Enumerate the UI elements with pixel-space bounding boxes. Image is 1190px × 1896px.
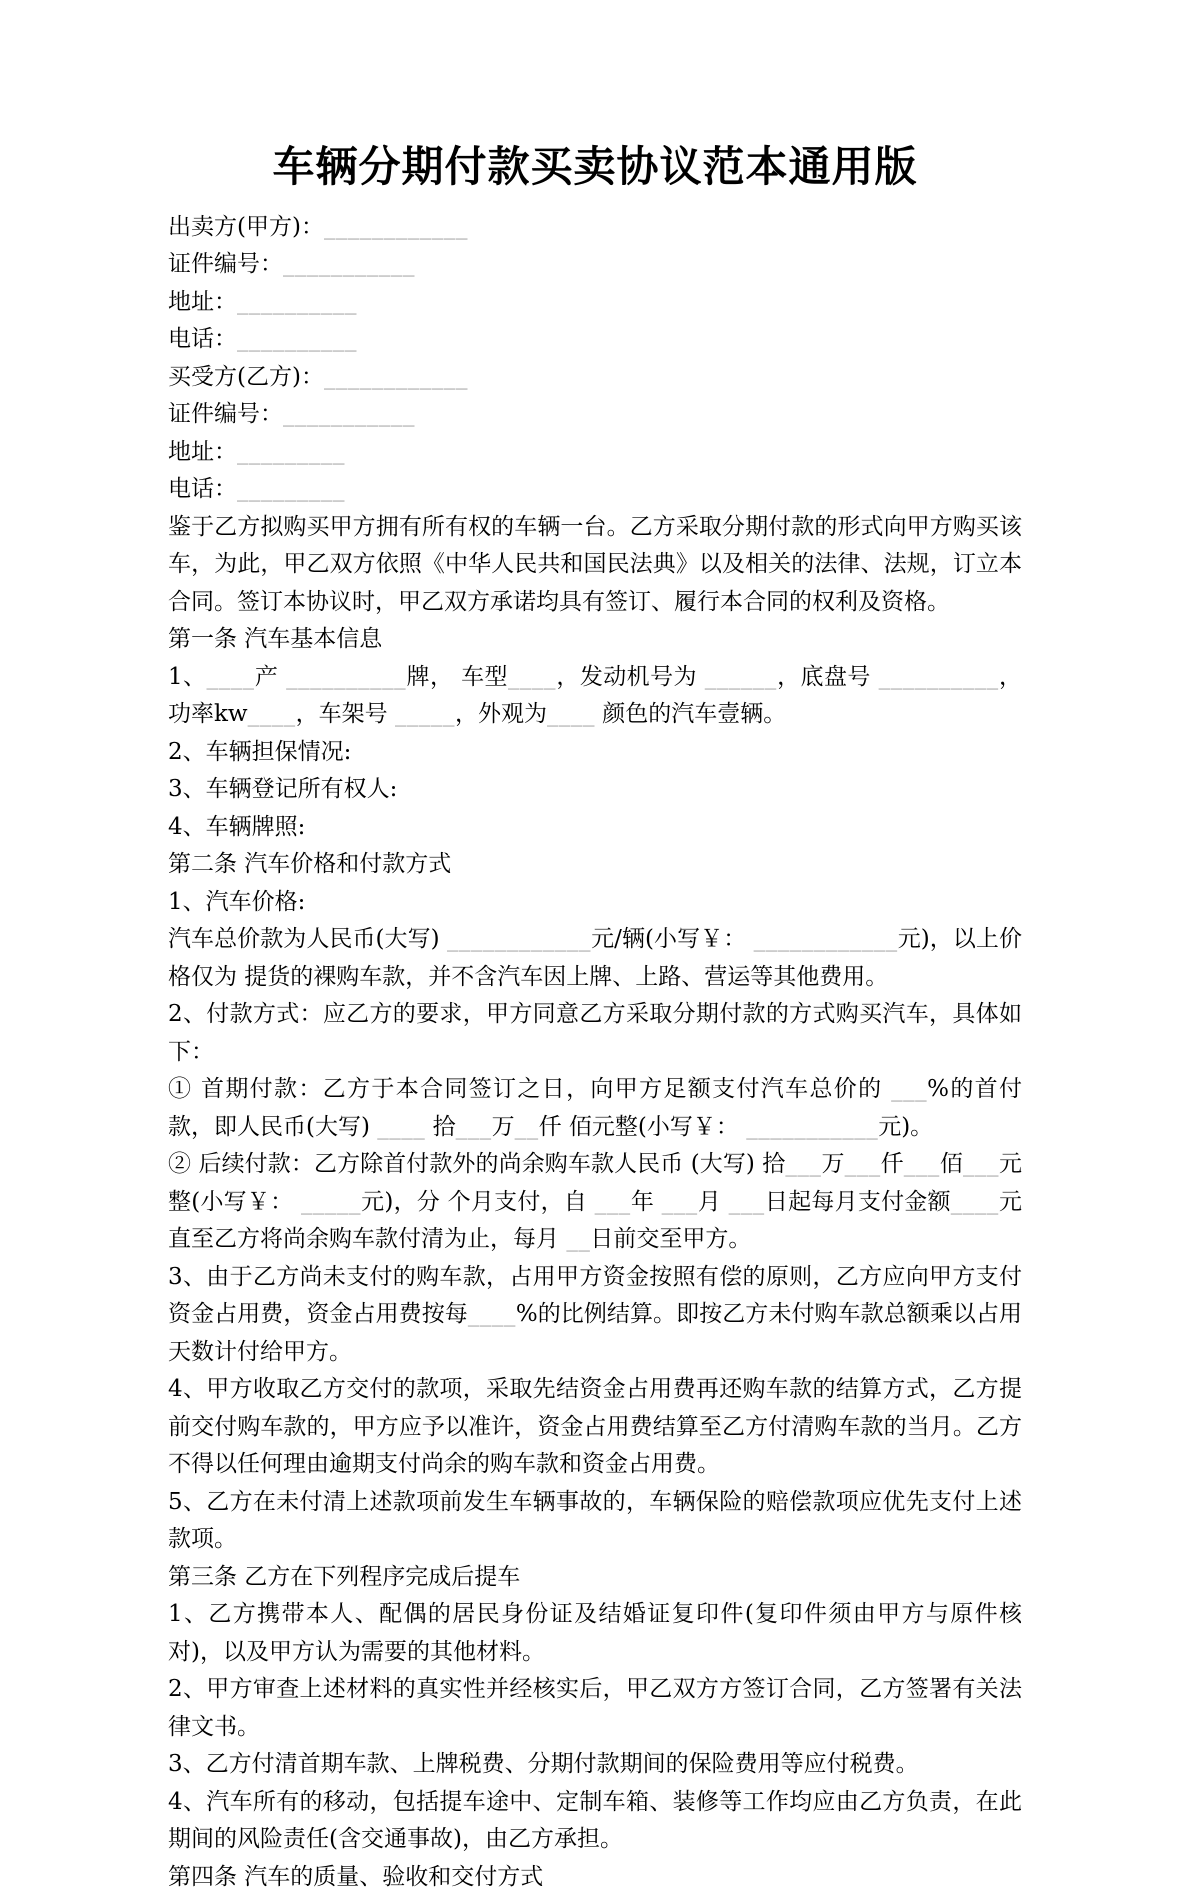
blank-underline: _____	[394, 701, 455, 728]
blank-underline: ____________	[447, 926, 592, 953]
paragraph: ① 首期付款：乙方于本合同签订之日，向甲方足额支付汽车总价的 ___%的首付款，即人民币(大写) ____ 拾___万__仟 佰元整(小写￥： ___________元)。	[168, 1076, 1022, 1140]
paragraph: 2、付款方式：应乙方的要求，甲方同意乙方采取分期付款的方式购买汽车，具体如下：	[168, 1001, 1022, 1065]
paragraph: 第一条 汽车基本信息	[168, 626, 383, 653]
blank-underline: ____	[247, 701, 296, 728]
blank-underline: ____	[507, 663, 556, 690]
paragraph: 2、甲方审查上述材料的真实性并经核实后，甲乙双方方签订合同，乙方签署有关法律文书。	[168, 1676, 1022, 1740]
blank-underline: _________	[237, 476, 345, 503]
paragraph: 地址：_________	[168, 438, 345, 465]
paragraph: 5、乙方在未付清上述款项前发生车辆事故的，车辆保险的赔偿款项应优先支付上述款项。	[168, 1488, 1022, 1553]
paragraph: ② 后续付款：乙方除首付款外的尚余购车款人民币 (大写) 拾___万___仟___佰___元整(小写￥： _____元)，分 个月支付，自 ___年 ___月 ___日起每月支付金额____元直至乙方将尚余购车款付清为止，每月 __日前交至甲方。	[168, 1151, 1023, 1253]
blank-underline: __	[566, 1226, 591, 1253]
paragraph: 1、____产 __________牌， 车型____，发动机号为 ______，底盘号 __________，功率kw____，车架号 _____，外观为____ 颜色的汽车壹辆。	[168, 663, 1023, 728]
blank-underline: __________	[878, 663, 999, 690]
blank-underline: ______	[704, 663, 777, 690]
blank-underline: ___	[903, 1151, 940, 1178]
blank-underline: ___	[962, 1151, 999, 1178]
paragraph: 鉴于乙方拟购买甲方拥有所有权的车辆一台。乙方采取分期付款的形式向甲方购买该车，为此，甲乙双方依照《中华人民共和国民法典》以及相关的法律、法规，订立本合同。签订本协议时，甲乙双方承诺均具有签订、履行本合同的权利及资格。	[168, 513, 1022, 615]
blank-underline: ___________	[283, 401, 415, 428]
paragraph: 证件编号：___________	[168, 251, 415, 278]
blank-underline: ___	[455, 1113, 492, 1140]
paragraph: 1、汽车价格:	[168, 888, 306, 915]
blank-underline: ____	[546, 701, 595, 728]
blank-underline: ____	[467, 1301, 516, 1328]
blank-underline: ___	[728, 1188, 765, 1215]
blank-underline: ____	[377, 1113, 426, 1140]
blank-underline: __________	[237, 288, 357, 315]
paragraph: 3、车辆登记所有权人:	[168, 776, 398, 803]
blank-underline: ____________	[753, 926, 898, 953]
blank-underline: ___	[891, 1076, 928, 1103]
blank-underline: ____________	[323, 363, 468, 390]
blank-underline: ____	[950, 1188, 999, 1215]
paragraph: 地址：__________	[168, 288, 357, 315]
blank-underline: ___________	[746, 1113, 879, 1140]
paragraph: 2、车辆担保情况:	[168, 738, 352, 765]
blank-underline: ___________	[283, 251, 415, 278]
document-body	[168, 209, 1022, 1896]
blank-underline: ____________	[323, 213, 468, 240]
paragraph: 4、车辆牌照:	[168, 813, 306, 840]
blank-underline: _________	[237, 438, 345, 465]
paragraph: 3、由于乙方尚未支付的购车款，占用甲方资金按照有偿的原则，乙方应向甲方支付资金占用费，资金占用费按每____%的比例结算。即按乙方未付购车款总额乘以占用天数计付给甲方。	[168, 1263, 1023, 1365]
blank-underline: ____	[206, 663, 255, 690]
paragraph: 电话：_________	[168, 476, 345, 503]
blank-underline: __________	[286, 663, 407, 690]
paragraph: 1、乙方携带本人、配偶的居民身份证及结婚证复印件(复印件须由甲方与原件核对)，以及甲方认为需要的其他材料。	[168, 1601, 1022, 1665]
paragraph: 证件编号：___________	[168, 401, 415, 428]
blank-underline: ___	[844, 1151, 881, 1178]
paragraph: 4、甲方收取乙方交付的款项，采取先结资金占用费再还购车款的结算方式，乙方提前交付购车款的，甲方应予以准许，资金占用费结算至乙方付清购车款的当月。乙方不得以任何理由逾期支付尚余的购车款和资金占用费。	[168, 1376, 1022, 1478]
paragraph: 出卖方(甲方)：____________	[168, 213, 468, 240]
blank-underline: _____	[300, 1188, 361, 1215]
paragraph: 买受方(乙方)：____________	[168, 363, 468, 390]
blank-underline: ___	[661, 1188, 698, 1215]
paragraph: 汽车总价款为人民币(大写) ____________元/辆(小写￥： ____________元)，以上价格仅为 提货的裸购车款，并不含汽车因上牌、上路、营运等其他费用。	[168, 926, 1022, 990]
paragraph: 电话：__________	[168, 326, 357, 353]
paragraph: 第四条 汽车的质量、验收和交付方式	[168, 1863, 544, 1890]
paragraph: 第二条 汽车价格和付款方式	[168, 851, 452, 878]
blank-underline: __________	[237, 326, 357, 353]
blank-underline: __	[514, 1113, 539, 1140]
blank-underline: ___	[785, 1151, 822, 1178]
paragraph: 3、乙方付清首期车款、上牌税费、分期付款期间的保险费用等应付税费。	[168, 1751, 919, 1778]
document-title: 车辆分期付款买卖协议范本通用版	[272, 142, 918, 191]
paragraph: 第三条 乙方在下列程序完成后提车	[168, 1563, 521, 1590]
paragraph: 4、汽车所有的移动，包括提车途中、定制车箱、装修等工作均应由乙方负责，在此期间的风险责任(含交通事故)，由乙方承担。	[168, 1788, 1022, 1853]
blank-underline: ___	[594, 1188, 631, 1215]
